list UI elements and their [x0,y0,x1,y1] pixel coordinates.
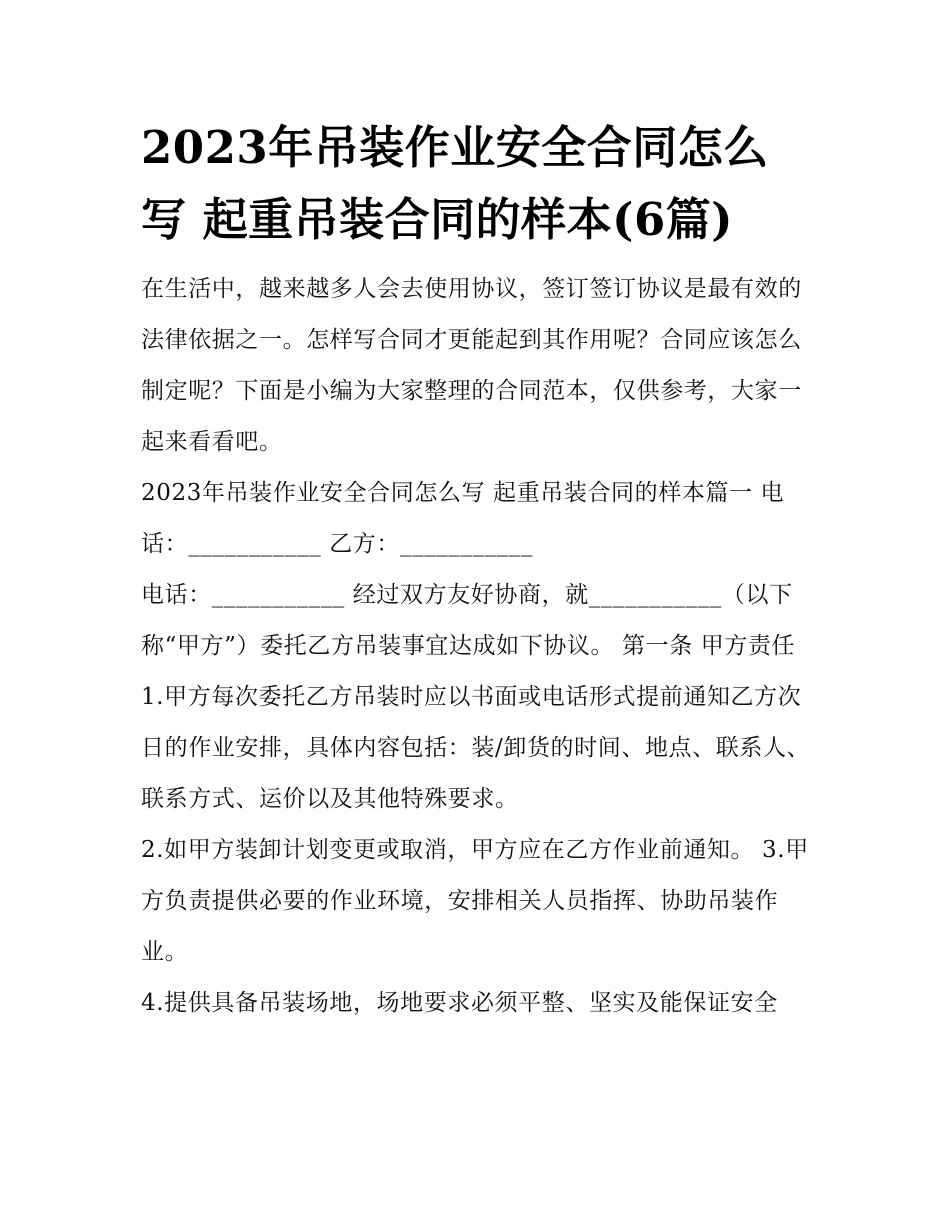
document-page [141,112,813,1029]
document-title: 2023年吊装作业安全合同怎么写 起重吊装合同的样本(6篇) [141,121,769,246]
intro-paragraph: 在生活中，越来越多人会去使用协议，签订签订协议是最有效的法律依据之一。怎样写合同才更能起到其作用呢？合同应该怎么制定呢？下面是小编为大家整理的合同范本，仅供参考，大家一起来看看吧。 [141,276,802,455]
section-one-heading-paragraph: 2023年吊装作业安全合同怎么写 起重吊装合同的样本篇一 电话：___________ 乙方：___________ [141,480,785,557]
clause-4-paragraph: 4.提供具备吊装场地，场地要求必须平整、坚实及能保证安全 [141,990,778,1016]
contact-agreement-paragraph: 电话：___________ 经过双方友好协商，就___________（以下称“甲方”）委托乙方吊装事宜达成如下协议。 第一条 甲方责任 [141,582,796,659]
clause-2-3-paragraph: 2.如甲方装卸计划变更或取消，甲方应在乙方作业前通知。 3.甲方负责提供必要的作业环境，安排相关人员指挥、协助吊装作业。 [141,837,809,965]
clause-1-paragraph: 1.甲方每次委托乙方吊装时应以书面或电话形式提前通知乙方次日的作业安排，具体内容包括：装/卸货的时间、地点、联系人、联系方式、运价以及其他特殊要求。 [141,684,811,812]
